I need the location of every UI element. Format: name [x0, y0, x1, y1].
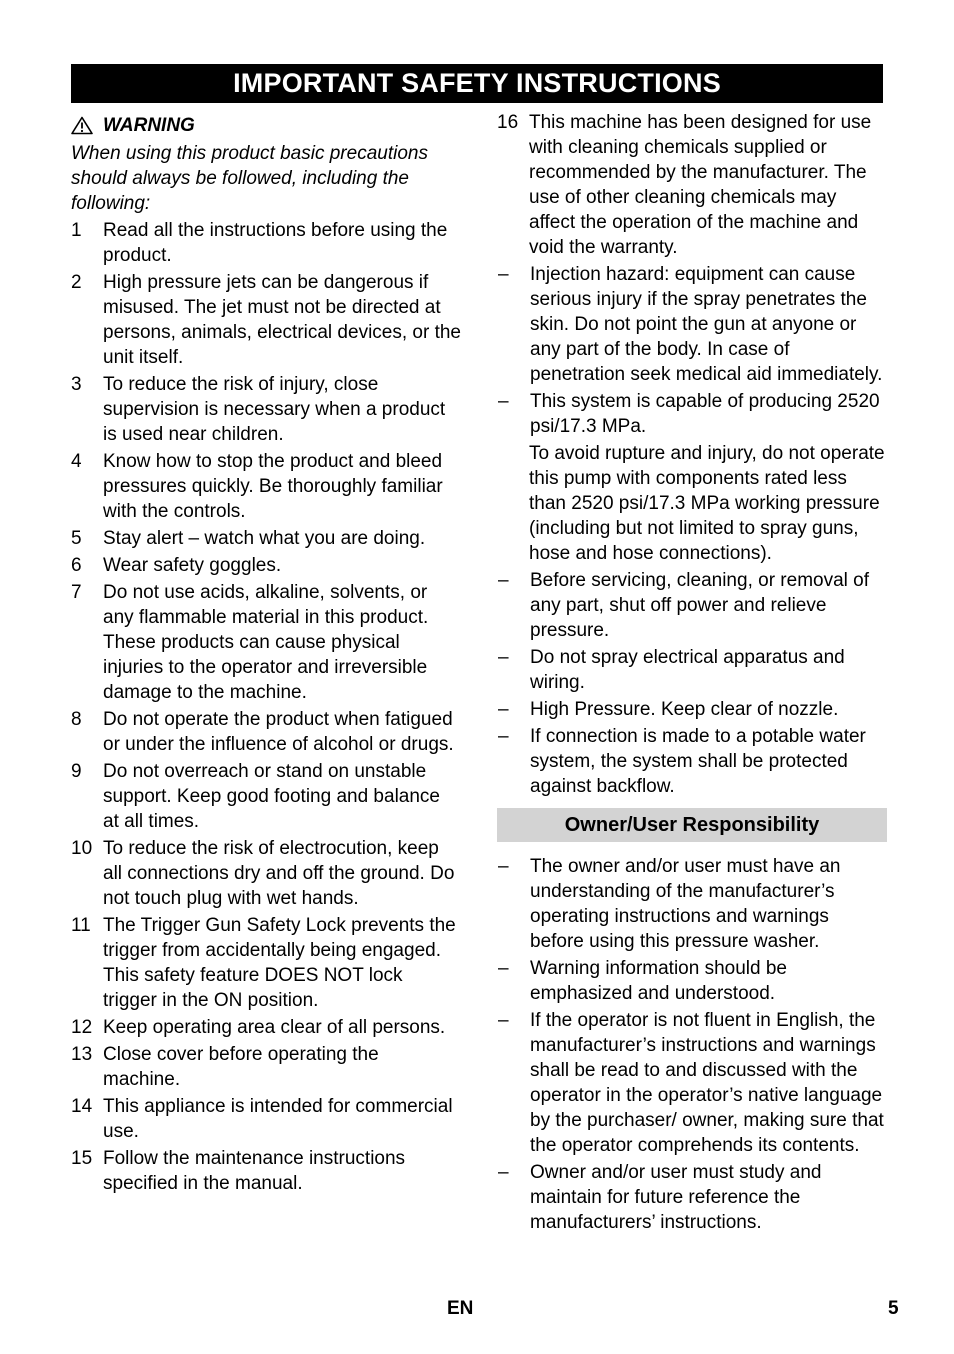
list-item [71, 1094, 461, 1144]
dash-marker: – [498, 1162, 509, 1183]
dash-marker: – [498, 726, 509, 747]
item-text: Know how to stop the product and bleed pressures quickly. Be thoroughly familiar with the controls. [103, 451, 443, 522]
dash-marker: – [498, 647, 509, 668]
warning-heading [71, 113, 461, 138]
item-text: Keep operating area clear of all persons. [103, 1017, 446, 1038]
list-item [71, 1146, 461, 1196]
right-column [497, 110, 887, 1235]
item-number: 15 [71, 1148, 93, 1169]
warning-triangle-icon [71, 116, 93, 135]
dash-marker: – [498, 1010, 509, 1031]
list-item [71, 1042, 461, 1092]
left-column [71, 110, 461, 1196]
list-item [71, 707, 461, 757]
warning-intro: When using this product basic precautions should always be followed, including the following: [71, 143, 428, 214]
item-text: The owner and/or user must have an understanding of the manufacturer’s operating instructions and warnings before using this pressure washer. [530, 856, 841, 952]
dash-marker: – [498, 264, 509, 285]
dash-list-item [497, 645, 887, 695]
list-item [71, 913, 461, 1013]
item-number: 16 [497, 112, 519, 133]
section-heading-owner-responsibility [497, 808, 887, 842]
item-text: Do not use acids, alkaline, solvents, or any flammable material in this product. These products can cause physical injuries to the operator and irreversible damage to the machine. [103, 582, 429, 703]
item-text: Close cover before operating the machine. [103, 1044, 379, 1090]
item-number: 13 [71, 1044, 93, 1065]
item-text: This machine has been designed for use with cleaning chemicals supplied or recommended by the manufacturer. The use of other cleaning chemicals may affect the operation of the machine and void the warranty. [529, 112, 872, 258]
item-text: Do not operate the product when fatigued or under the influence of alcohol or drugs. [103, 709, 454, 755]
item-number: 10 [71, 838, 93, 859]
dash-list-item [497, 262, 887, 387]
item-text: Injection hazard: equipment can cause serious injury if the spray penetrates the skin. Do not point the gun at anyone or any part of the body. In case of penetration seek medical aid immediately. [530, 264, 883, 385]
item-text: Warning information should be emphasized and understood. [530, 958, 787, 1004]
warning-label: WARNING [103, 115, 195, 136]
item-text: This appliance is intended for commercial use. [103, 1096, 453, 1142]
item-text: Do not spray electrical apparatus and wiring. [530, 647, 845, 693]
item-number: 1 [71, 220, 82, 241]
list-item [71, 526, 461, 551]
dash-marker: – [498, 570, 509, 591]
dash-marker: – [498, 699, 509, 720]
dash-list-item [497, 697, 887, 722]
dash-list-item [497, 854, 887, 954]
item-number: 5 [71, 528, 82, 549]
section-title: Owner/User Responsibility [564, 813, 820, 836]
page-number: 5 [888, 1298, 899, 1319]
item-text: To reduce the risk of injury, close supervision is necessary when a product is used near children. [103, 374, 446, 445]
item-text: This system is capable of producing 2520 psi/17.3 MPa. [530, 391, 880, 437]
item-text: To reduce the risk of electrocution, keep all connections dry and off the ground. Do not touch plug with wet hands. [103, 838, 455, 909]
list-item [71, 836, 461, 911]
page-title: IMPORTANT SAFETY INSTRUCTIONS [233, 68, 721, 98]
list-item [71, 553, 461, 578]
item-number: 3 [71, 374, 82, 395]
footer-language: EN [447, 1298, 474, 1319]
item-text: Owner and/or user must study and maintain for future reference the manufacturers’ instructions. [530, 1162, 822, 1233]
list-item [497, 110, 887, 260]
dash-list-item [497, 956, 887, 1006]
item-number: 14 [71, 1096, 93, 1117]
item-text: The Trigger Gun Safety Lock prevents the trigger from accidentally being engaged. This safety feature DOES NOT lock trigger in the ON position. [103, 915, 456, 1011]
list-item [71, 218, 461, 268]
item-number: 2 [71, 272, 82, 293]
list-item [71, 449, 461, 524]
item-text: Before servicing, cleaning, or removal of any part, shut off power and relieve pressure. [530, 570, 869, 641]
item-text: Stay alert – watch what you are doing. [103, 528, 426, 549]
item-text: High pressure jets can be dangerous if misused. The jet must not be directed at persons, animals, electrical devices, or the unit itself. [103, 272, 461, 368]
item-text: Wear safety goggles. [103, 555, 282, 576]
item-number: 12 [71, 1017, 93, 1038]
page-title-bar [71, 64, 883, 103]
list-item [71, 759, 461, 834]
item-number: 6 [71, 555, 82, 576]
item-text: Do not overreach or stand on unstable support. Keep good footing and balance at all times. [103, 761, 440, 832]
dash-list-item [497, 724, 887, 799]
dash-marker: – [498, 391, 509, 412]
item-text: If connection is made to a potable water system, the system shall be protected against backflow. [530, 726, 866, 797]
list-item [71, 270, 461, 370]
item-text: High Pressure. Keep clear of nozzle. [530, 699, 839, 720]
item-text: If the operator is not fluent in English, the manufacturer’s instructions and warnings shall be read to and discussed with the operator in the operator’s native language by the purchaser/ owner, making sure that the operator comprehends its contents. [530, 1010, 884, 1156]
item-text: Follow the maintenance instructions specified in the manual. [103, 1148, 406, 1194]
dash-list-item [497, 568, 887, 643]
dash-list-item [497, 1008, 887, 1158]
list-item [71, 1015, 461, 1040]
dash-list-item [497, 1160, 887, 1235]
item-number: 7 [71, 582, 82, 603]
item-number: 8 [71, 709, 82, 730]
dash-list-item [497, 389, 887, 439]
dash-marker: – [498, 856, 509, 877]
item-number: 11 [71, 915, 91, 936]
rupture-paragraph: To avoid rupture and injury, do not operate this pump with components rated less than 2520 psi/17.3 MPa working pressure (including but not limited to spray guns, hose and hose connections). [529, 443, 885, 564]
list-item [71, 580, 461, 705]
item-number: 9 [71, 761, 82, 782]
dash-marker: – [498, 958, 509, 979]
list-item [71, 372, 461, 447]
item-text: Read all the instructions before using the product. [103, 220, 448, 266]
item-number: 4 [71, 451, 82, 472]
